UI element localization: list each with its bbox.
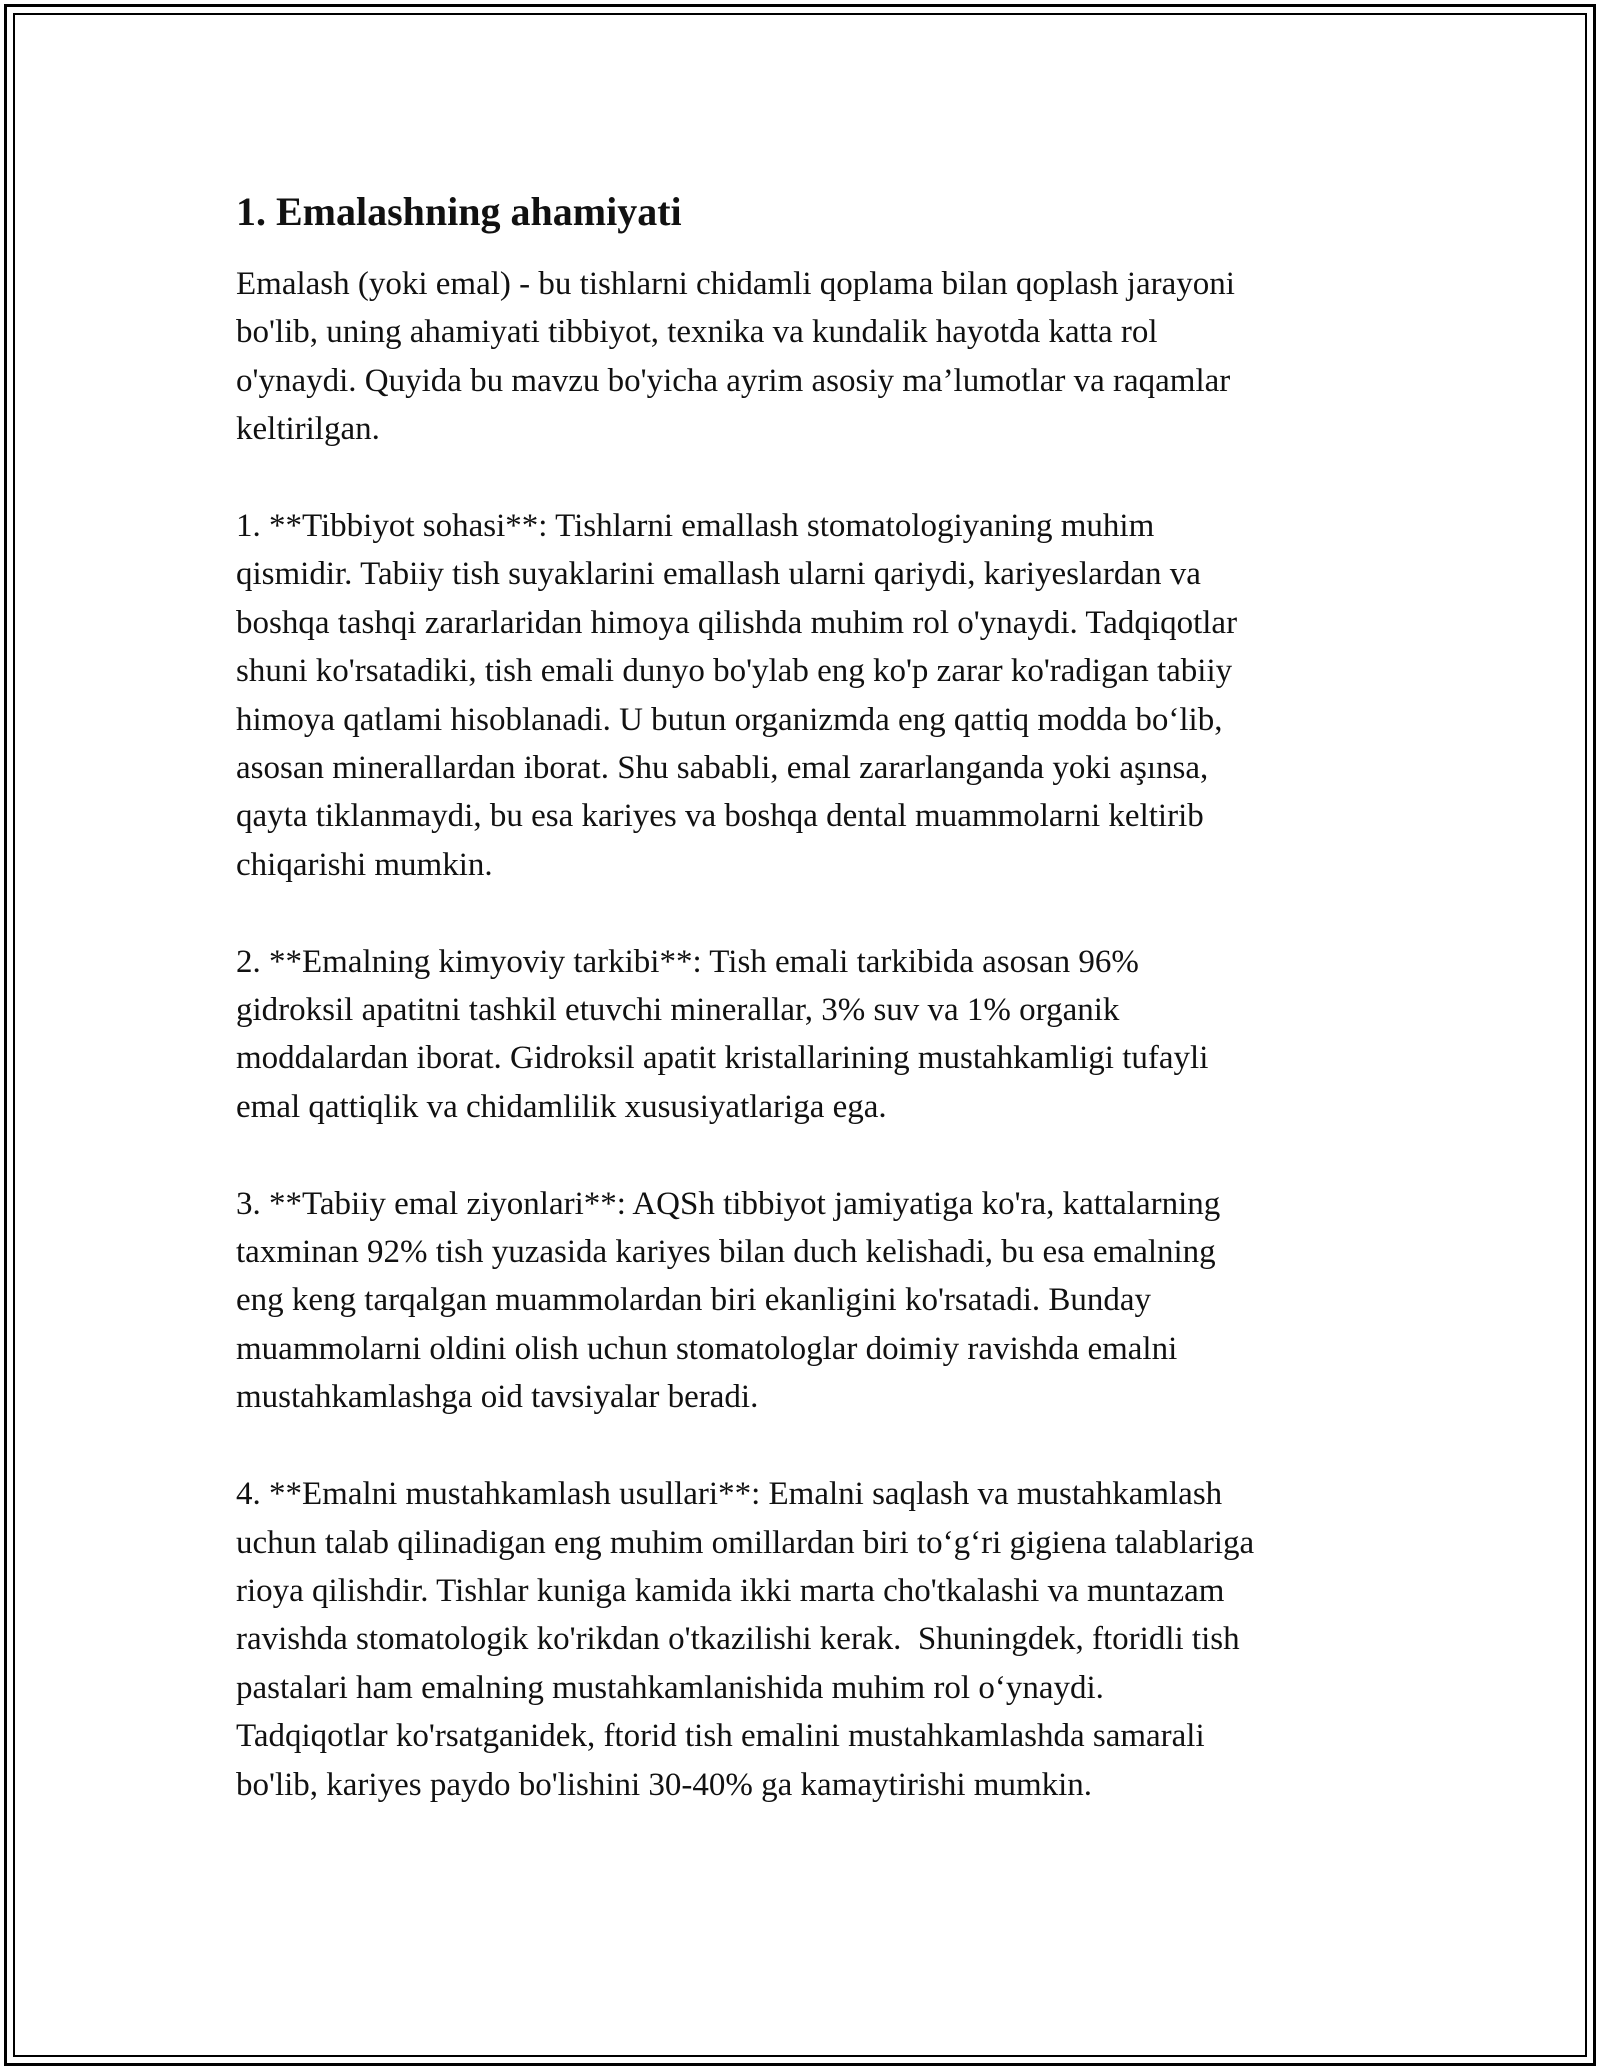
page-title: 1. Emalashning ahamiyati bbox=[236, 189, 682, 234]
document-body bbox=[236, 186, 1396, 1857]
paragraph-tabiiy-emal-ziyonlari: 3. **Tabiiy emal ziyonlari**: AQSh tibbiyot jamiyatiga ko'ra, kattalarning taxminan 92% tish yuzasida kariyes bilan duch kelishadi, bu esa emalning eng keng tarqalgan muammolardan biri ekanligini ko'rsatadi. Bunday muammolarni oldini olish uchun stomatologlar doimiy ravishda emalni mustahkamlashga oid tavsiyalar beradi. bbox=[236, 1185, 1221, 1416]
intro-paragraph: Emalash (yoki emal) - bu tishlarni chidamli qoplama bilan qoplash jarayoni bo'lib, uning ahamiyati tibbiyot, texnika va kundalik hayotda katta rol o'ynaydi. Quyida bu mavzu bo'yicha ayrim asosiy ma’lumotlar va raqamlar keltirilgan. bbox=[236, 266, 1235, 448]
paragraph-kimyoviy-tarkibi: 2. **Emalning kimyoviy tarkibi**: Tish emali tarkibida asosan 96% gidroksil apatitni tashkil etuvchi minerallar, 3% suv va 1% organik moddalardan iborat. Gidroksil apatit kristallarining mustahkamligi tufayli emal qattiqlik va chidamlilik xususiyatlariga ega. bbox=[236, 943, 1209, 1125]
paragraph-tibbiyot-sohasi: 1. **Tibbiyot sohasi**: Tishlarni emallash stomatologiyaning muhim qismidir. Tabiiy tish suyaklarini emallash ularni qariydi, kariyeslardan va boshqa tashqi zararlaridan himoya qilishda muhim rol o'ynaydi. Tadqiqotlar shuni ko'rsatadiki, tish emali dunyo bo'ylab eng ko'p zarar ko'radigan tabiiy himoya qatlami hisoblanadi. U butun organizmda eng qattiq modda bo‘lib, asosan minerallardan iborat. Shu sababli, emal zararlanganda yoki aşınsa, qayta tiklanmaydi, bu esa kariyes va boshqa dental muammolarni keltirib chiqarishi mumkin. bbox=[236, 508, 1238, 883]
paragraph-mustahkamlash-usullari: 4. **Emalni mustahkamlash usullari**: Emalni saqlash va mustahkamlash uchun talab qilinadigan eng muhim omillardan biri to‘g‘ri gigiena talablariga rioya qilishdir. Tishlar kuniga kamida ikki marta cho'tkalashi va muntazam ravishda stomatologik ko'rikdan o'tkazilishi kerak. Shuningdek, ftoridli tish pastalari ham emalning mustahkamlanishida muhim rol o‘ynaydi. Tadqiqotlar ko'rsatganidek, ftorid tish emalini mustahkamlashda samarali bo'lib, kariyes paydo bo'lishini 30-40% ga kamaytirishi mumkin. bbox=[236, 1476, 1255, 1803]
